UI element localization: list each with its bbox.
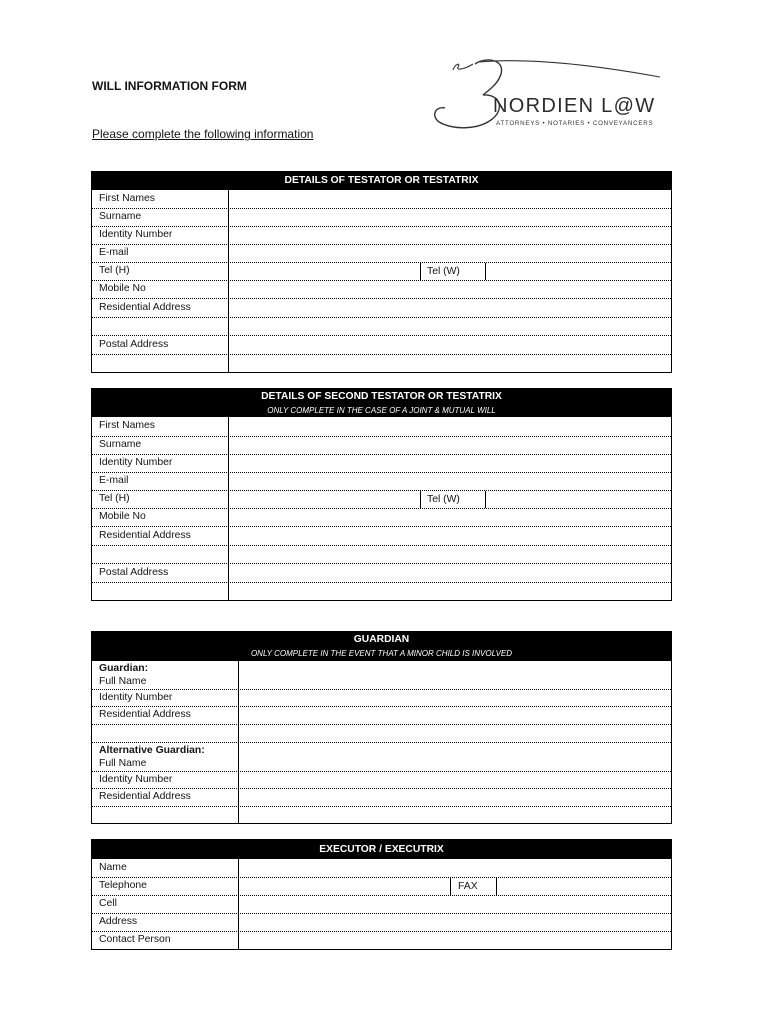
form-row (92, 280, 671, 298)
second-testator-residential-address-line-2-input[interactable] (229, 546, 671, 563)
form-row (92, 354, 671, 372)
field-label: E-mail (92, 245, 229, 262)
second-testator-identity-number-input[interactable] (229, 455, 671, 472)
form-row (92, 545, 671, 563)
form-row (92, 417, 671, 436)
guardian-residential-address-line-2-input[interactable] (239, 725, 671, 742)
second-testator-residential-address-input[interactable] (229, 527, 671, 545)
executor-cell-input[interactable] (239, 896, 671, 913)
form-row (92, 472, 671, 490)
alternative-guardian-group-title: Alternative Guardian: (99, 744, 205, 756)
field-label: Surname (92, 437, 229, 454)
field-label: Surname (92, 209, 229, 226)
field-label: Residential Address (92, 527, 229, 545)
testator-residential-address-input[interactable] (229, 299, 671, 317)
form-row (92, 298, 671, 317)
second-testator-first-names-input[interactable] (229, 417, 671, 436)
form-row (92, 706, 671, 724)
logo-name: NORDIEN L@W (493, 95, 656, 117)
field-label: Tel (H) (92, 491, 229, 508)
field-label: Identity Number (92, 227, 229, 244)
testator-mobile-no-input[interactable] (229, 281, 671, 298)
field-label: Postal Address (92, 336, 229, 354)
second-testator-tel-w-input[interactable] (486, 491, 671, 508)
blank-label-cell (92, 318, 229, 335)
testator-first-names-input[interactable] (229, 190, 671, 208)
second-testator-tel-h-input[interactable] (229, 491, 420, 508)
executor-section-header (92, 840, 671, 859)
executor-address-input[interactable] (239, 914, 671, 931)
form-row (92, 490, 671, 508)
executor-fax-input[interactable] (497, 878, 671, 895)
field-label: Identity Number (92, 455, 229, 472)
guardian-section (91, 631, 672, 824)
form-row (92, 806, 671, 823)
second-testator-mobile-no-input[interactable] (229, 509, 671, 526)
field-label: Mobile No (92, 509, 229, 526)
form-row (92, 244, 671, 262)
blank-label-cell (92, 355, 229, 372)
form-row (92, 689, 671, 706)
form-row (92, 742, 671, 771)
form-row (92, 724, 671, 742)
field-label: Postal Address (92, 564, 229, 582)
instruction-text: Please complete the following information (92, 127, 314, 141)
form-row (92, 317, 671, 335)
testator-residential-address-line-2-input[interactable] (229, 318, 671, 335)
second-testator-section-header (92, 389, 671, 417)
field-label: Telephone (92, 878, 239, 895)
field-label-group (92, 743, 239, 771)
field-label: Identity Number (92, 772, 239, 788)
testator-tel-w-input[interactable] (486, 263, 671, 280)
testator-tel-h-input[interactable] (229, 263, 420, 280)
field-label: Tel (H) (92, 263, 229, 280)
testator-section-heading: DETAILS OF TESTATOR OR TESTATRIX (284, 175, 479, 186)
second-testator-postal-address-input[interactable] (229, 564, 671, 582)
form-row (92, 335, 671, 354)
second-testator-postal-address-line-2-input[interactable] (229, 583, 671, 600)
field-label: Address (92, 914, 239, 931)
field-label-group (92, 661, 239, 689)
form-row (92, 877, 671, 895)
form-row (92, 661, 671, 689)
field-label: First Names (92, 190, 229, 208)
field-label: Identity Number (92, 690, 239, 706)
testator-identity-number-input[interactable] (229, 227, 671, 244)
second-testator-surname-input[interactable] (229, 437, 671, 454)
form-row (92, 788, 671, 806)
page-title: WILL INFORMATION FORM (92, 79, 247, 93)
form-row (92, 859, 671, 877)
blank-label-cell (92, 807, 239, 823)
guardian-identity-number-input[interactable] (239, 690, 671, 706)
form-row (92, 226, 671, 244)
testator-postal-address-line-2-input[interactable] (229, 355, 671, 372)
executor-contact-person-input[interactable] (239, 932, 671, 949)
blank-label-cell (92, 583, 229, 600)
alt-guardian-residential-address-input[interactable] (239, 789, 671, 806)
guardian-section-heading: GUARDIAN (353, 634, 410, 645)
field-label: Mobile No (92, 281, 229, 298)
second-testator-email-input[interactable] (229, 473, 671, 490)
executor-name-input[interactable] (239, 859, 671, 877)
field-label: Name (92, 859, 239, 877)
field-label: First Names (92, 417, 229, 436)
guardian-section-note: ONLY COMPLETE IN THE EVENT THAT A MINOR CHILD IS INVOLVED (250, 649, 513, 658)
blank-label-cell (92, 725, 239, 742)
field-label: Full Name (99, 758, 147, 769)
form-row (92, 190, 671, 208)
second-testator-section-heading: DETAILS OF SECOND TESTATOR OR TESTATRIX (261, 391, 502, 402)
form-row (92, 895, 671, 913)
form-row (92, 526, 671, 545)
form-row (92, 436, 671, 454)
guardian-residential-address-input[interactable] (239, 707, 671, 724)
executor-section (91, 839, 672, 950)
field-label: FAX (450, 878, 497, 895)
form-row (92, 262, 671, 280)
field-label: Tel (W) (420, 263, 486, 280)
field-label: Cell (92, 896, 239, 913)
field-label: Contact Person (92, 932, 239, 949)
second-testator-section-note: ONLY COMPLETE IN THE CASE OF A JOINT & MUTUAL WILL (267, 406, 496, 415)
alt-guardian-full-name-input[interactable] (239, 743, 671, 771)
alt-guardian-residential-address-line-2-input[interactable] (239, 807, 671, 823)
testator-surname-input[interactable] (229, 209, 671, 226)
field-label: Residential Address (92, 707, 239, 724)
field-label: Full Name (99, 676, 147, 687)
form-row (92, 208, 671, 226)
form-row (92, 771, 671, 788)
field-label: Residential Address (92, 299, 229, 317)
form-row (92, 931, 671, 949)
form-row (92, 508, 671, 526)
alt-guardian-identity-number-input[interactable] (239, 772, 671, 788)
guardian-section-header (92, 632, 671, 661)
testator-postal-address-input[interactable] (229, 336, 671, 354)
blank-label-cell (92, 546, 229, 563)
form-row (92, 563, 671, 582)
second-testator-section (91, 388, 672, 601)
field-label: Tel (W) (420, 491, 486, 508)
field-label: Residential Address (92, 789, 239, 806)
logo-tagline: ATTORNEYS • NOTARIES • CONVEYANCERS (496, 120, 654, 127)
logo (425, 50, 670, 135)
field-label: E-mail (92, 473, 229, 490)
testator-section (91, 171, 672, 373)
form-row (92, 582, 671, 600)
guardian-group-title: Guardian: (99, 662, 149, 674)
guardian-full-name-input[interactable] (239, 661, 671, 689)
executor-section-heading: EXECUTOR / EXECUTRIX (319, 844, 444, 855)
testator-email-input[interactable] (229, 245, 671, 262)
form-row (92, 454, 671, 472)
testator-section-header (92, 172, 671, 190)
form-row (92, 913, 671, 931)
executor-telephone-input[interactable] (239, 878, 450, 895)
